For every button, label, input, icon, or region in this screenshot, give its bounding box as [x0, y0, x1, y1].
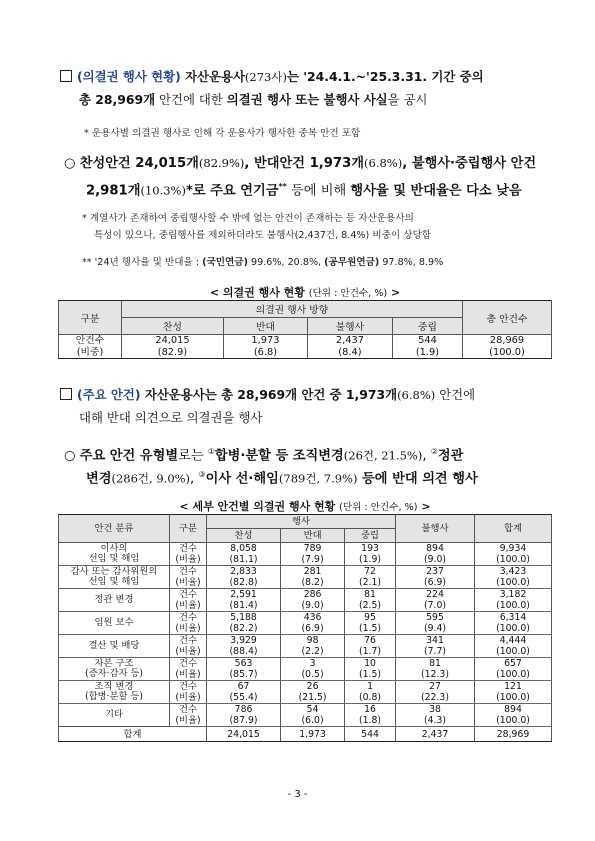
ratio-cell: (100.0)	[475, 623, 552, 635]
count-label: 건수	[170, 635, 207, 647]
ratio-cell: (9.0)	[281, 600, 345, 612]
header-approve: 찬성	[207, 529, 281, 543]
count-cell: 38	[396, 704, 475, 716]
header-exercise: 행사	[207, 515, 396, 529]
table-row	[59, 543, 552, 555]
section-1-bullet-line-2: 2,981개(10.3%)*로 주요 연기금** 등에 비해 행사율 및 반대율은 다소 낮음	[86, 182, 522, 199]
category-line: 임원 보수	[94, 616, 134, 628]
category-line: 선임 및 해임	[88, 576, 140, 587]
ratio-cell: (1.8)	[345, 715, 396, 727]
category-line: 선임 및 해임	[88, 553, 140, 564]
category-line: 감사 또는 감사위원의	[70, 565, 158, 577]
ratio-cell: (88.4)	[207, 646, 281, 658]
ratio-label: (비율)	[170, 623, 207, 635]
header-oppose: 반대	[281, 529, 345, 543]
ratio-cell: (1.5)	[345, 669, 396, 681]
table-row: (비중) (82.9) (6.8) (8.4) (1.9) (100.0)	[59, 347, 552, 359]
table-row	[59, 658, 552, 670]
category-cell	[59, 704, 170, 727]
ratio-cell: (4.3)	[396, 715, 475, 727]
count-cell: 95	[345, 612, 396, 624]
count-label: 건수	[170, 566, 207, 578]
count-cell: 224	[396, 589, 475, 601]
count-label: 건수	[170, 658, 207, 670]
count-cell: 563	[207, 658, 281, 670]
count-label: 건수	[170, 589, 207, 601]
count-cell: 595	[396, 612, 475, 624]
ratio-cell: (100.0)	[475, 715, 552, 727]
total-cell: 28,969	[475, 727, 552, 742]
section-2-line-2: 대해 반대 의견으로 의결권을 행사	[79, 410, 263, 425]
category-line: (증자·감자 등)	[84, 668, 144, 679]
count-cell: 789	[281, 543, 345, 555]
section-2-label: (주요 안건)	[77, 387, 141, 402]
ratio-cell: (9.4)	[396, 623, 475, 635]
section-1-label: (의결권 행사 현황)	[77, 69, 181, 84]
count-label: 건수	[170, 704, 207, 716]
count-cell: 786	[207, 704, 281, 716]
table-row: 안건수 24,015 1,973 2,437 544 28,969	[59, 335, 552, 347]
ratio-cell: (6.9)	[281, 623, 345, 635]
total-cell: 544	[345, 727, 396, 742]
ratio-label: (비율)	[170, 715, 207, 727]
ratio-cell: (22.3)	[396, 692, 475, 704]
ratio-cell: (2.2)	[281, 646, 345, 658]
ratio-cell: (82.8)	[207, 577, 281, 589]
ratio-cell: (100.0)	[475, 692, 552, 704]
count-cell: 894	[396, 543, 475, 555]
checkbox-square-icon	[60, 70, 72, 82]
ratio-label: (비율)	[170, 646, 207, 658]
count-cell: 121	[475, 681, 552, 693]
page-number: - 3 -	[287, 789, 308, 800]
count-cell: 72	[345, 566, 396, 578]
count-cell: 436	[281, 612, 345, 624]
category-cell	[59, 658, 170, 681]
header-sum: 합계	[475, 515, 552, 543]
ratio-cell: (82.2)	[207, 623, 281, 635]
ratio-cell: (100.0)	[475, 646, 552, 658]
section-1-line-2: 총 28,969개 안건에 대한 의결권 행사 또는 불행사 사실을 공시	[79, 92, 428, 107]
ratio-cell: (81.4)	[207, 600, 281, 612]
table-row	[59, 566, 552, 578]
count-cell: 27	[396, 681, 475, 693]
table-2-caption: < 세부 안건별 의결권 행사 현황 (단위 : 안건수, %) >	[179, 500, 431, 513]
ratio-label: (비율)	[170, 600, 207, 612]
ratio-cell: (81.1)	[207, 554, 281, 566]
note-3: ** '24년 행사율 및 반대율 : (국민연금) 99.6%, 20.8%, (공무원연금) 97.8%, 8.9%	[82, 257, 444, 268]
ratio-cell: (0.5)	[281, 669, 345, 681]
ratio-cell: (100.0)	[475, 600, 552, 612]
count-cell: 894	[475, 704, 552, 716]
count-cell: 67	[207, 681, 281, 693]
section-2-line-1: (주요 안건) 자산운용사는 총 28,969개 안건 중 1,973개(6.8%) 안건에	[60, 384, 542, 406]
ratio-cell: (9.0)	[396, 554, 475, 566]
checkbox-square-icon	[60, 388, 72, 400]
count-cell: 657	[475, 658, 552, 670]
ratio-label: (비율)	[170, 692, 207, 704]
ratio-cell: (100.0)	[475, 554, 552, 566]
category-line: (합병·분할 등)	[84, 691, 144, 702]
category-cell	[59, 589, 170, 612]
header-direction: 의결권 행사 방향	[122, 301, 463, 318]
ratio-cell: (87.9)	[207, 715, 281, 727]
count-cell: 3,182	[475, 589, 552, 601]
count-label: 건수	[170, 612, 207, 624]
ratio-cell: (12.3)	[396, 669, 475, 681]
header-gubun: 구분	[170, 515, 207, 543]
category-cell	[59, 543, 170, 566]
count-cell: 286	[281, 589, 345, 601]
circle-bullet-icon: ○	[64, 448, 76, 464]
count-cell: 281	[281, 566, 345, 578]
header-total: 총 안건수	[463, 301, 552, 335]
count-cell: 9,934	[475, 543, 552, 555]
count-cell: 3	[281, 658, 345, 670]
ratio-cell: (7.0)	[396, 600, 475, 612]
count-cell: 5,188	[207, 612, 281, 624]
header-approve: 찬성	[122, 318, 224, 335]
circle-bullet-icon: ○	[64, 156, 76, 171]
total-row	[59, 727, 552, 742]
count-cell: 1	[345, 681, 396, 693]
count-cell: 6,314	[475, 612, 552, 624]
category-line: 결산 및 배당	[88, 639, 140, 651]
header-nonexercise: 불행사	[396, 515, 475, 543]
header-oppose: 반대	[223, 318, 307, 335]
count-cell: 8,058	[207, 543, 281, 555]
count-cell: 341	[396, 635, 475, 647]
note-2-line-2: 특성이 있으나, 중립행사를 제외하더라도 불행사(2,437건, 8.4%) 비중이 상당함	[94, 230, 431, 241]
category-cell	[59, 566, 170, 589]
ratio-cell: (7.9)	[281, 554, 345, 566]
section-1-bullet: ○ 찬성안건 24,015개(82.9%), 반대안건 1,973개(6.8%), 불행사·중립행사 안건	[64, 156, 537, 171]
header-neutral: 중립	[392, 318, 462, 335]
count-label: 건수	[170, 681, 207, 693]
category-cell	[59, 635, 170, 658]
header-category: 안건 분류	[59, 515, 170, 543]
ratio-cell: (1.9)	[345, 554, 396, 566]
count-cell: 4,444	[475, 635, 552, 647]
ratio-label: (비율)	[170, 577, 207, 589]
ratio-cell: (6.0)	[281, 715, 345, 727]
total-label: 합계	[59, 727, 207, 742]
table-row	[59, 704, 552, 716]
count-cell: 2,833	[207, 566, 281, 578]
total-cell: 1,973	[281, 727, 345, 742]
agenda-detail-body	[59, 543, 552, 742]
ratio-cell: (1.7)	[345, 646, 396, 658]
count-label: 건수	[170, 543, 207, 555]
table-row	[59, 612, 552, 624]
category-line: 자본 구조	[94, 657, 134, 669]
note-2-line-1: * 계열사가 존재하여 중립행사할 수 밖에 없는 안건이 존재하는 등 자산운용사의	[82, 213, 414, 224]
category-line: 정관 변경	[94, 593, 134, 605]
category-line: 조직 변경	[94, 680, 134, 692]
count-cell: 16	[345, 704, 396, 716]
count-cell: 26	[281, 681, 345, 693]
header-nonexercise: 불행사	[307, 318, 392, 335]
ratio-cell: (2.1)	[345, 577, 396, 589]
total-cell: 24,015	[207, 727, 281, 742]
section-1-line-1: (의결권 행사 현황) 자산운용사(273사)는 '24.4.1.~'25.3.31. 기간 중의	[60, 66, 542, 88]
voting-status-table	[58, 300, 552, 359]
category-line: 이사의	[100, 542, 128, 554]
ratio-cell: (100.0)	[475, 669, 552, 681]
count-cell: 3,423	[475, 566, 552, 578]
note-1: * 운용사별 의결권 행사로 인해 각 운용사가 행사한 중복 안건 포함	[84, 128, 361, 139]
table-row	[59, 589, 552, 601]
category-line: 기타	[105, 708, 123, 720]
ratio-cell: (7.7)	[396, 646, 475, 658]
ratio-cell: (2.5)	[345, 600, 396, 612]
section-2-bullet-line-2: 변경(286건, 9.0%), ③이사 선·해임(789건, 7.9%) 등에 반대 의견 행사	[86, 470, 478, 487]
header-gubun: 구분	[59, 301, 122, 335]
count-cell: 3,929	[207, 635, 281, 647]
count-cell: 2,591	[207, 589, 281, 601]
count-cell: 54	[281, 704, 345, 716]
ratio-cell: (6.9)	[396, 577, 475, 589]
section-2-bullet: ○ 주요 안건 유형별로는 ①합병·분할 등 조직변경(26건, 21.5%), ②정관	[64, 447, 464, 464]
count-cell: 81	[396, 658, 475, 670]
total-cell: 2,437	[396, 727, 475, 742]
count-cell: 193	[345, 543, 396, 555]
ratio-cell: (55.4)	[207, 692, 281, 704]
ratio-cell: (8.2)	[281, 577, 345, 589]
count-cell: 10	[345, 658, 396, 670]
count-cell: 76	[345, 635, 396, 647]
category-cell	[59, 681, 170, 704]
table-row	[59, 635, 552, 647]
agenda-detail-table	[58, 514, 552, 742]
table-row	[59, 681, 552, 693]
ratio-cell: (1.5)	[345, 623, 396, 635]
ratio-label: (비율)	[170, 554, 207, 566]
table-1-caption: < 의결권 행사 현황 (단위 : 안건수, %) >	[209, 286, 401, 299]
count-cell: 237	[396, 566, 475, 578]
ratio-label: (비율)	[170, 669, 207, 681]
ratio-cell: (21.5)	[281, 692, 345, 704]
category-cell	[59, 612, 170, 635]
ratio-cell: (100.0)	[475, 577, 552, 589]
count-cell: 98	[281, 635, 345, 647]
count-cell: 81	[345, 589, 396, 601]
header-neutral: 중립	[345, 529, 396, 543]
ratio-cell: (85.7)	[207, 669, 281, 681]
ratio-cell: (0.8)	[345, 692, 396, 704]
